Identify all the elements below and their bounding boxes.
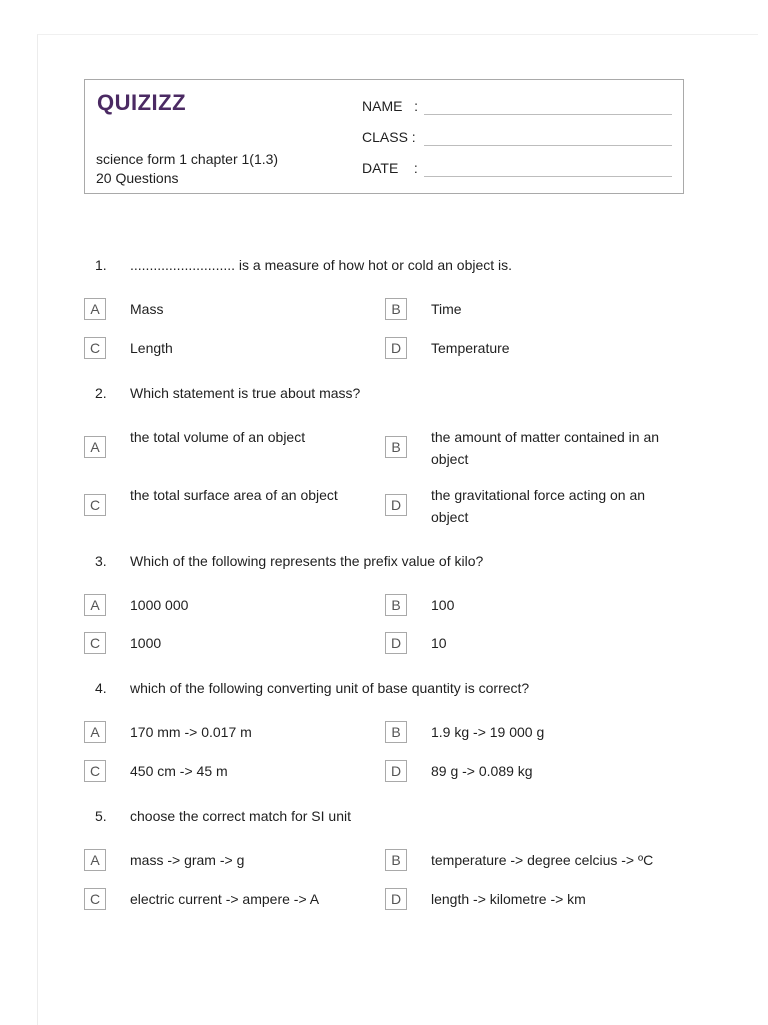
option-letter: C [84, 337, 106, 359]
option-letter: A [84, 594, 106, 616]
option-text: 100 [431, 597, 455, 613]
option-text: the total volume of an object [130, 429, 306, 445]
class-label: CLASS : [362, 129, 416, 145]
quizizz-logo: QUIZIZZ [97, 90, 187, 115]
option-text: 170 mm -> 0.017 m [130, 724, 252, 740]
name-line [424, 114, 672, 115]
option-text: Time [431, 301, 462, 317]
option-text: the gravitational force acting on an object [431, 487, 646, 525]
question-text: choose the correct match for SI unit [130, 808, 351, 824]
option-text: 10 [431, 635, 447, 651]
question-number: 5. [95, 808, 107, 824]
option-letter: D [385, 494, 407, 516]
question-number: 2. [95, 385, 107, 401]
option-letter: B [385, 436, 407, 458]
name-label: NAME : [362, 98, 419, 114]
date-label: DATE : [362, 160, 418, 176]
option-letter: C [84, 760, 106, 782]
option-text: 450 cm -> 45 m [130, 763, 228, 779]
quiz-title: science form 1 chapter 1(1.3) [96, 151, 279, 167]
option-text: temperature -> degree celcius -> ºC [431, 852, 654, 868]
option-letter: B [385, 849, 407, 871]
question-text: Which statement is true about mass? [130, 385, 361, 401]
class-line [424, 145, 672, 146]
option-text: the amount of matter contained in an object [431, 429, 660, 467]
question-number: 4. [95, 680, 107, 696]
question-text: which of the following converting unit of base quantity is correct? [130, 680, 530, 696]
option-letter: B [385, 721, 407, 743]
option-text: the total surface area of an object [130, 487, 338, 503]
option-letter: A [84, 849, 106, 871]
option-text: electric current -> ampere -> A [130, 891, 320, 907]
option-letter: D [385, 632, 407, 654]
option-text: 1.9 kg -> 19 000 g [431, 724, 545, 740]
option-letter: B [385, 594, 407, 616]
option-text: mass -> gram -> g [130, 852, 245, 868]
option-letter: C [84, 632, 106, 654]
question-number: 1. [95, 257, 107, 273]
question-text: Which of the following represents the prefix value of kilo? [130, 553, 484, 569]
option-text: 1000 000 [130, 597, 189, 613]
option-letter: D [385, 888, 407, 910]
date-line [424, 176, 672, 177]
option-letter: C [84, 494, 106, 516]
option-letter: A [84, 436, 106, 458]
option-text: 1000 [130, 635, 162, 651]
option-text: length -> kilometre -> km [431, 891, 586, 907]
option-letter: D [385, 760, 407, 782]
option-letter: B [385, 298, 407, 320]
worksheet-header [84, 79, 684, 194]
option-letter: A [84, 298, 106, 320]
question-text: ........................... is a measure of how hot or cold an object is. [130, 257, 513, 273]
option-text: Mass [130, 301, 164, 317]
option-letter: C [84, 888, 106, 910]
question-number: 3. [95, 553, 107, 569]
option-letter: A [84, 721, 106, 743]
option-text: Temperature [431, 340, 510, 356]
question-count: 20 Questions [96, 170, 179, 186]
option-text: 89 g -> 0.089 kg [431, 763, 533, 779]
option-letter: D [385, 337, 407, 359]
option-text: Length [130, 340, 173, 356]
